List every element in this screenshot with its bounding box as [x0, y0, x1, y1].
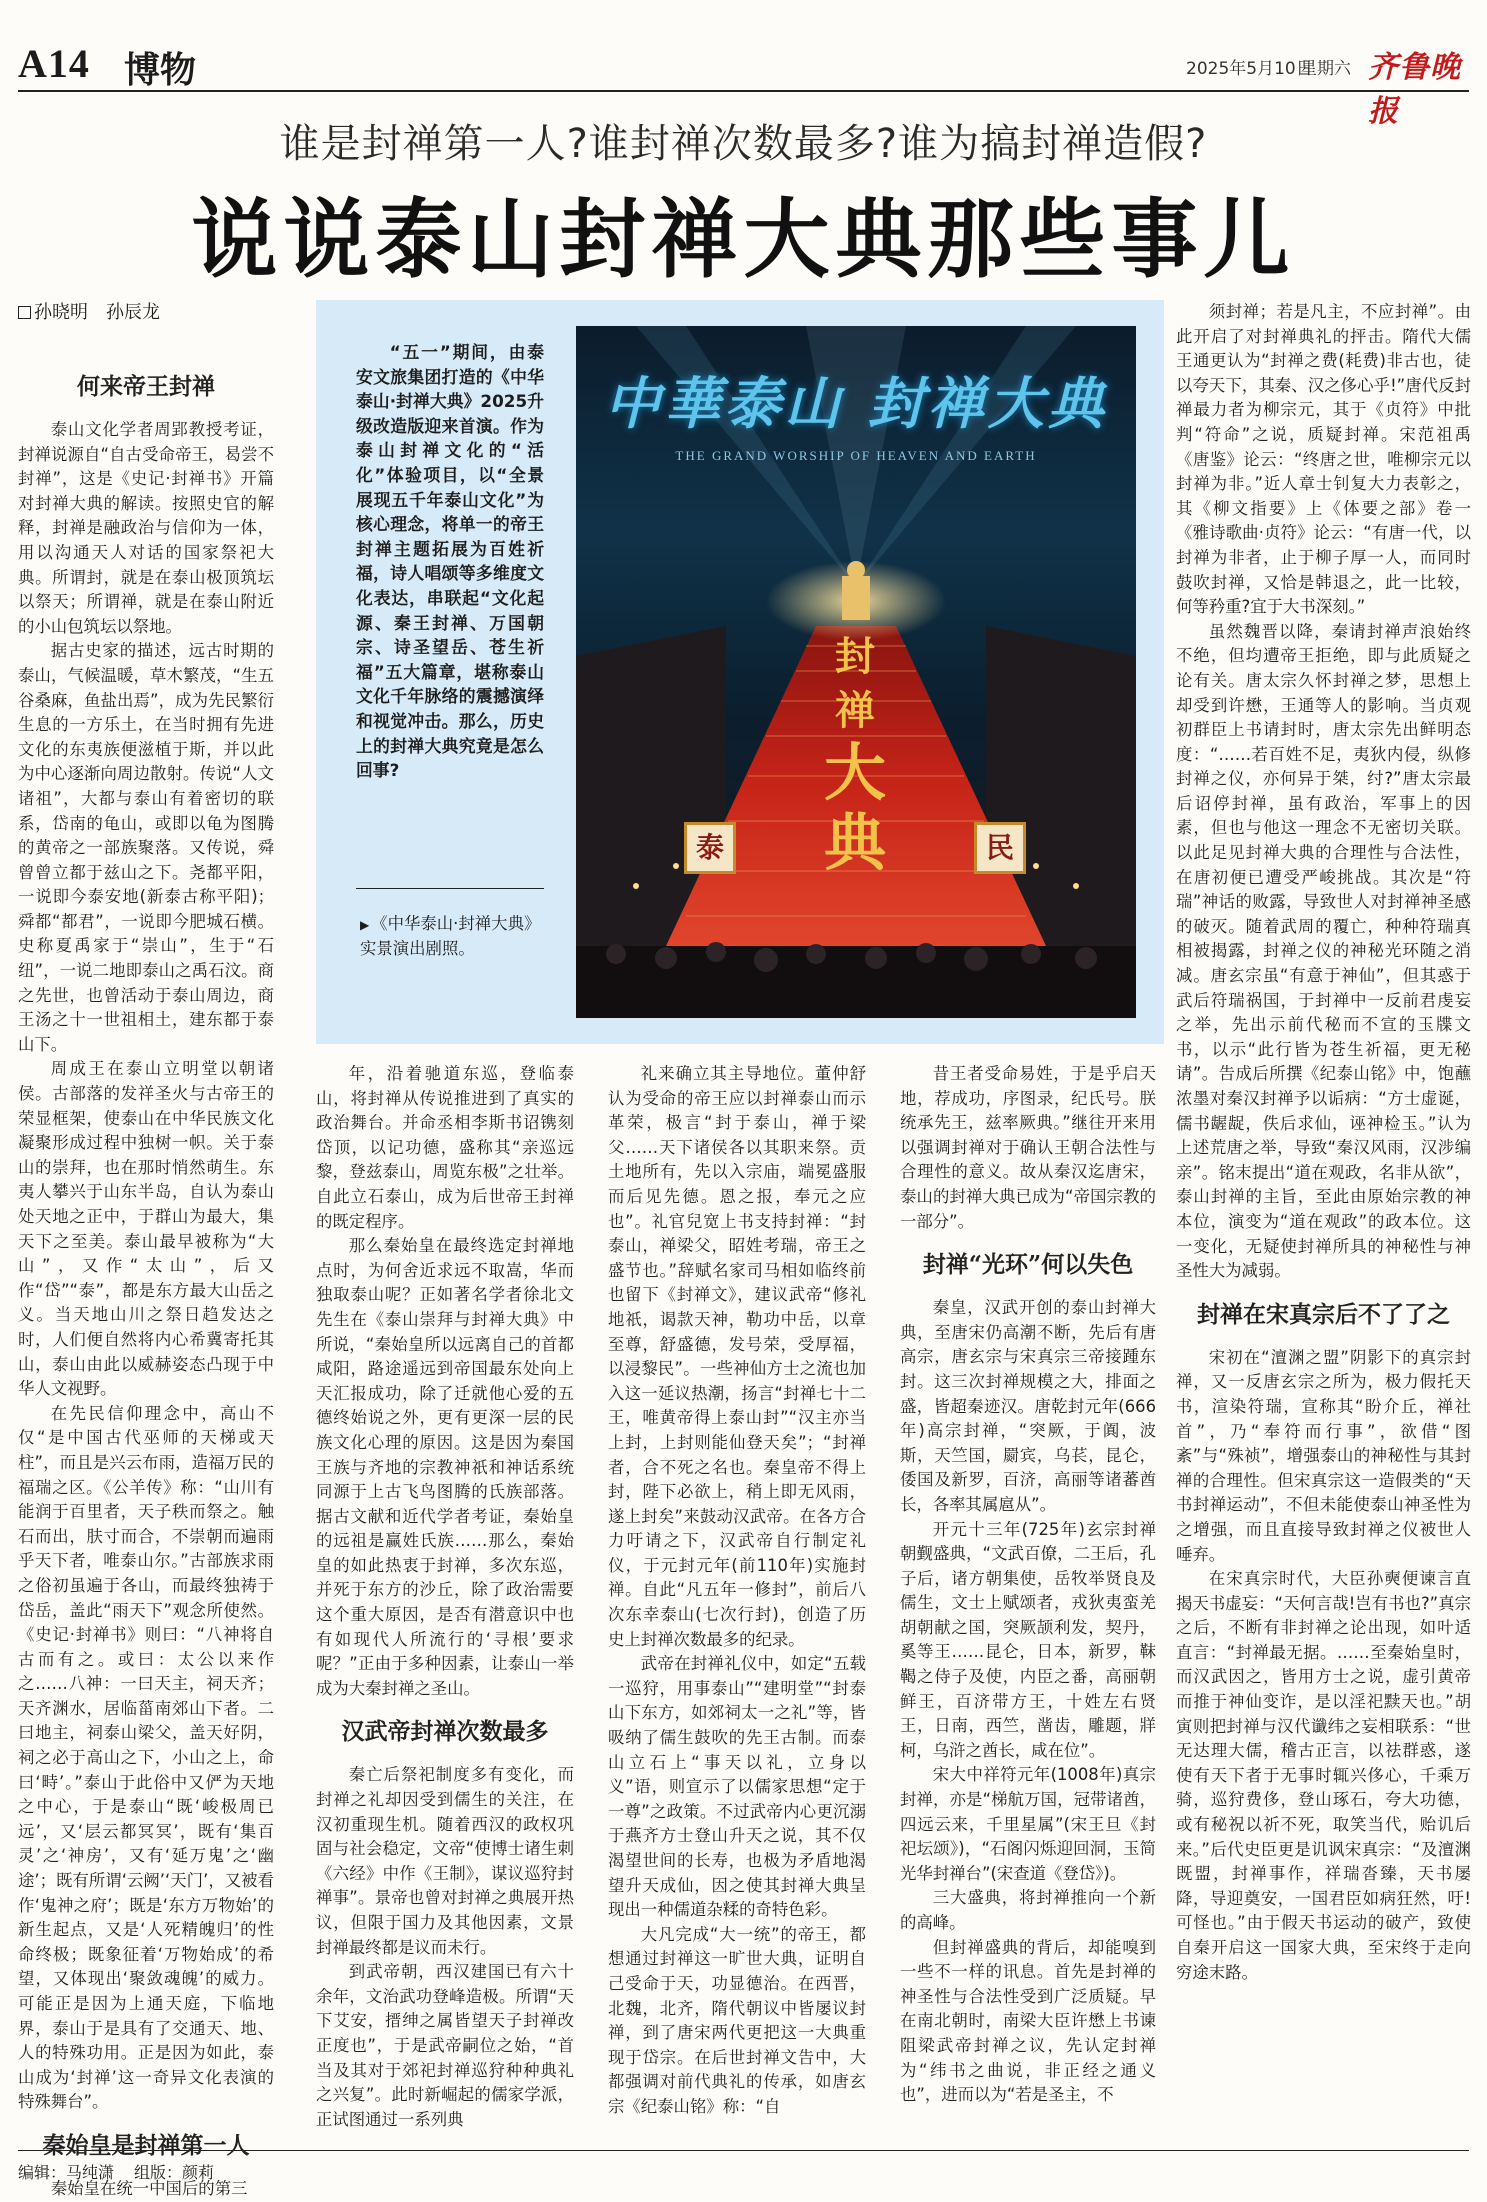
article-column-4 [900, 1062, 1156, 2146]
photo-subtitle-text: THE GRAND WORSHIP OF HEAVEN AND EARTH [675, 448, 1037, 463]
page-footer [18, 2160, 214, 2183]
footer-editor: 编辑：马纯潇 [18, 2163, 115, 2182]
footer-divider [18, 2150, 1469, 2151]
intro-text [356, 340, 544, 783]
article-column-3 [608, 1062, 866, 2146]
photo-title-text: 中華泰山 封禅大典 [604, 371, 1108, 437]
newspaper-logo: 齐鲁晚报 [1368, 50, 1461, 129]
paragraph: 昔王者受命易姓，于是乎启天地，荐成功，序图录，纪氏号。朕统承先王，兹率厥典。”继往开来用以强调封禅对于确认王朝合法性与合理性的意义。故从秦汉迄唐宋，泰山的封禅大典已成为“帝国宗教的一部分”。 [900, 1064, 1156, 1231]
masthead [18, 36, 1469, 129]
stair-banner [820, 630, 890, 878]
right-lantern: 民 [974, 822, 1026, 874]
article-column-5 [1176, 300, 1471, 2146]
article-column-2 [316, 1062, 574, 2146]
caption-arrow-icon: ▶ [360, 918, 370, 932]
paragraph: 秦亡后祭祀制度多有变化，而封禅之礼却因受到儒生的关注，在汉初重现生机。随着西汉的政权巩固与社会稳定，文帝“使博士诸生刺《六经》中作《王制》，谋议巡狩封禅事”。景帝也曾对封禅之典展开热议，但限于国力及其他因素，文景封禅最终都是议而未行。 [316, 1765, 574, 1957]
photo-caption [360, 912, 540, 961]
banner-char: 封 [835, 633, 875, 680]
paragraph: 开元十三年(725年)玄宗封禅朝觐盛典，“文武百僚，二王后，孔子后，诸方朝集使，岳牧举贤良及儒生，文士上赋颂者，戎狄夷蛮羌胡朝献之国，突厥颉利发，契丹，奚等王……昆仑，日本，新罗，靺鞨之侍子及使，内臣之番，高丽朝鲜王，百济带方王，十姓左右贤王，日南，西竺，凿齿，雕题，牂柯，乌浒之酋长，咸在位”。 [900, 1519, 1156, 1760]
byline-authors: 孙晓明 孙辰龙 [34, 302, 160, 323]
paragraph: 但封禅盛典的背后，却能嗅到一些不一样的讯息。首先是封禅的神圣性与合法性受到广泛质疑。早在南北朝时，南梁大臣许懋上书谏阻梁武帝封禅之议，先认定封禅为“纬书之曲说，非正经之通义也”，进而以为“若是圣主，不 [900, 1937, 1156, 2105]
statue-head [847, 561, 865, 579]
issue-date: 2025年5月10日 [1186, 59, 1313, 79]
paragraph: 那么秦始皇在最终选定封禅地点时，为何舍近求远不取嵩，华而独取泰山呢？正如著名学者徐北文先生在《泰山崇拜与封禅大典》中所说，“秦始皇所以远离自己的首都咸阳，路途遥远到帝国最东处向上天汇报成功，除了迁就他心爱的五德终始说之外，更有更深一层的民族文化心理的原因。这是因为秦国王族与齐地的宗教神祇和神话系统同源于上古飞鸟图腾的氏族部落。据古文献和近代学者考证，秦始皇的远祖是赢姓氏族……那么，秦始皇的如此热衷于封禅，多次东巡，并死于东方的沙丘，除了政治需要这个重大原因，是否有潜意识中也有如现代人所流行的‘寻根’要求呢？”正由于多种因素，让泰山一举成为大秦封禅之圣山。 [316, 1236, 574, 1698]
paragraph: 武帝在封禅礼仪中，如定“五载一巡狩，用事泰山”“建明堂”“封泰山下东方，如郊祠太一之礼”等，皆吸纳了儒生鼓吹的先王古制。而泰山立石上“事天以礼，立身以义”语，则宣示了以儒家思想“定于一尊”之政策。不过武帝内心更沉溺于燕齐方士登山升天之说，其不仅渴望世间的长寿，也极为矛盾地渴望升天成仙，因之使其封禅大典呈现出一种儒道杂糅的奇特色彩。 [608, 1654, 866, 1920]
subheading: 封禅在宋真宗后不了了之 [1197, 1300, 1450, 1328]
stage-photo [576, 326, 1136, 1018]
paragraph: 礼来确立其主导地位。董仲舒认为受命的帝王应以封禅泰山而示革荣，极言“封于泰山，禅于梁父……天下诸侯各以其职来祭。贡土地所有，先以入宗庙，端冕盛服而后见先德。恩之报，奉元之应也”。礼官兒宽上书支持封禅：“封泰山，禅梁父，昭姓考瑞，帝王之盛节也。”辞赋名家司马相如临终前也留下《封禅文》，建议武帝“修礼地祇，谒款天神，勒功中岳，以章至尊，舒盛德，发号荣，受厚福，以浸黎民”。一些神仙方士之流也加入这一延议热潮，扬言“封禅七十二王，唯黄帝得上泰山封”“汉主亦当上封，上封则能仙登天矣”；“封禅者，合不死之名也。秦皇帝不得上封，陛下必欲上，稍上即无风雨，遂上封矣”来鼓动汉武帝。在各方合力吁请之下，汉武帝自行制定礼仪，于元封元年(前110年)实施封禅。自此“凡五年一修封”，前后八次东幸泰山(七次行封)，创造了历史上封禅次数最多的纪录。 [608, 1064, 866, 1649]
subheading: 秦始皇是封禅第一人 [42, 2131, 250, 2159]
article-headline: 说说泰山封禅大典那些事儿 [191, 189, 1296, 290]
intro-paragraph: “五一”期间，由泰安文旅集团打造的《中华泰山·封禅大典》2025升级改造版迎来首演。作为泰山封禅文化的“活化”体验项目，以“全景展现五千年泰山文化”为核心理念，将单一的帝王封禅主题拓展为百姓祈福，诗人唱颂等多维度文化表达，串联起“文化起源、秦王封禅、万国朝宗、诗圣望岳、苍生祈福”五大篇章，堪称泰山文化千年脉络的震撼演绎和视觉冲击。那么，历史上的封禅大典究竟是怎么回事? [356, 342, 544, 781]
subheading: 封禅“光环”何以失色 [922, 1251, 1134, 1279]
paragraph: 大凡完成“大一统”的帝王，都想通过封禅这一旷世大典，证明自己受命于天，功显德治。在西晋，北魏，北齐，隋代朝议中皆屡议封禅，到了唐宋两代更把这一大典重现于岱宗。在后世封禅文告中，大都强调对前代典礼的传承，如唐玄宗《纪泰山铭》称：“自 [608, 1924, 866, 2116]
article-byline [18, 298, 160, 324]
footer-layout: 组版：颜莉 [134, 2163, 215, 2182]
paragraph: 在先民信仰理念中，高山不仅“是中国古代巫师的天梯或天柱”，而且是兴云布雨，造福万民的福瑞之区。《公羊传》称：“山川有能润于百里者，天子秩而祭之。触石而出，肤寸而合，不崇朝而遍雨乎天下者，唯泰山尔。”古部族求雨之俗初虽遍于各山，而最终独祷于岱岳，盖此“雨天下”观念所使然。《史记·封禅书》则曰：“八神将自古而有之。或曰：太公以来作之……八神：一曰天主，祠天齐；天齐渊水，居临菑南郊山下者。二曰地主，祠泰山梁父，盖天好阴，祠之必于高山之下，小山之上，命曰‘畤’。”泰山于此俗中又俨为天地之中心，于是泰山“既‘峻极周已远’，又‘层云都冥冥’，既有‘集百灵’之‘神房’，又有‘延万鬼’之‘幽途’；既有所谓‘云阙’‘天门’，又被看作‘鬼神之府’；既是‘东方万物始’的新生起点，又是‘人死精魄归’的性命终极；既象征着‘万物始成’的希望，又体现出‘聚敛魂魄’的威力。可能正是因为上通天庭，下临地界，泰山于是具有了交通天、地、人的特殊功用。正是因为如此，泰山成为‘封禅’这一奇异文化表演的特殊舞台”。 [18, 1403, 274, 2112]
banner-char: 禅 [835, 687, 875, 734]
statue [842, 576, 870, 620]
paragraph: 宋大中祥符元年(1008年)真宗封禅，亦是“梯航万国，冠带诸酋，四远云来，千里星属”(宋王旦《封祀坛颂》)，“石阁闪烁迎回洞，玉简光华封禅台”(宋查道《登岱》)。 [900, 1765, 1156, 1883]
paragraph: 年，沿着驰道东巡，登临泰山，将封禅从传说推进到了真实的政治舞台。并命丞相李斯书诏镌刻岱顶，以记功德，盛称其“亲巡远黎，登兹泰山，周览东极”之壮举。自此立石泰山，成为后世帝王封禅的既定程序。 [316, 1064, 574, 1231]
banner-char: 典 [823, 806, 886, 879]
paragraph: 宋初在“澶渊之盟”阴影下的真宗封禅，又一反唐玄宗之所为，极力假托天书，渲染符瑞，宣称其“盼介丘，禅社首”，乃“奉符而行事”，欲借“图紊”与“殊祯”，增强泰山的神秘性与其封禅的合理性。但宋真宗这一造假类的“天书封禅运动”，不但未能使泰山神圣性为之增强，而且直接导致封禅之仪被世人唾弃。 [1176, 1347, 1471, 1564]
issue-weekday: 星期六 [1300, 59, 1351, 79]
paragraph: 三大盛典，将封禅推向一个新的高峰。 [900, 1888, 1156, 1932]
paragraph: 到武帝朝，西汉建国已有六十余年，文治武功登峰造极。所谓“天下艾安，搢绅之属皆望天子封禅改正度也”，于是武帝嗣位之始，“首当及其对于郊祀封禅巡狩种种典礼之兴复”。此时新崛起的儒家学派，正试图通过一系列典 [316, 1962, 574, 2129]
caption-divider [356, 888, 544, 889]
byline-box-icon [18, 306, 31, 319]
article-kicker: 谁是封禅第一人?谁封禅次数最多?谁为搞封禅造假? [279, 121, 1208, 167]
paragraph: 在宋真宗时代，大臣孙奭便谏言直揭天书虚妄：“天何言哉!岂有书也?”真宗之后，不断有非封禅之论出现，如叶适直言：“封禅最无据。……至秦始皇时，而汉武因之，皆用方士之说，虚引黄帝而推于神仙变诈，是以淫祀黩天也。”胡寅则把封禅与汉代谶纬之妄相联系：“世无达理大儒，稽古正言，以祛群惑，遂使有天下者于无事时辄兴侈心，千乘万骑，巡狩费侈，登山琢石，夸大功德，或有秘祝以祈不死，取笑当代，贻讥后来。”后代史臣更是讥讽宋真宗：“及澶渊既盟，封禅事作，祥瑞沓臻，天书屡降，导迎奠安，一国君臣如病狂然，吁!可怪也。”由于假天书运动的破产，致使自秦开启这一国家大典，至宋终于走向穷途末路。 [1176, 1569, 1471, 1982]
paragraph: 据古史家的描述，远古时期的泰山，气候温暖，草木繁茂，“生五谷桑麻，鱼盐出焉”，成为先民繁衍生息的一方乐土，在当时拥有先进文化的东夷族便滋植于斯，并以此为中心逐渐向周边散射。传说“人文诸祖”，大都与泰山有着密切的联系，岱南的龟山，或即以龟为图腾的黄帝之一部族聚落。又传说，舜曾曾立都于兹山之下。尧都平阳，一说即今泰安地(新泰古称平阳)；舜都“都君”，一说即今肥城石横。史称夏禹家于“崇山”，生于“石纽”，一说二地即泰山之禹石汶。商之先世，也曾活动于泰山周边，商王汤之十一世祖相土，建东都于泰山下。 [18, 641, 274, 1054]
paragraph: 须封禅；若是凡主，不应封禅”。由此开启了对封禅典礼的抨击。隋代大儒王通更认为“封禅之费(耗费)非古也，徒以夸天下，其秦、汉之侈心乎!”唐代反封禅最力者为柳宗元，其于《贞符》中批判“符命”之说，质疑封禅。宋范祖禹《唐鉴》论云：“终唐之世，唯柳宗元以封禅为非。”近人章士钊复大力表彰之，其《柳文指要》上《体要之部》卷一《雅诗歌曲·贞符》论云：“有唐一代，以封禅为非者，止于柳子厚一人，而同时鼓吹封禅，又恰是韩退之，此一比较，何等矜重?宜于大书深刻。” [1176, 302, 1471, 617]
left-lantern: 泰 [684, 822, 736, 874]
paragraph: 秦皇，汉武开创的泰山封禅大典，至唐宋仍高潮不断，先后有唐高宗，唐玄宗与宋真宗三帝接踵东封。这三次封禅规模之大，排面之盛，皆超秦迹汉。唐乾封元年(666年)高宗封禅，“突厥，于阗，波斯，天竺国，罽宾，乌苌，昆仑，倭国及新罗，百济，高丽等诸蕃酋长，各率其属扈从”。 [900, 1298, 1156, 1514]
subheading: 汉武帝封禅次数最多 [341, 1718, 549, 1746]
paragraph: 虽然魏晋以降，秦请封禅声浪始终不绝，但均遭帝王拒绝，即与此质疑之论有关。唐太宗久怀封禅之梦，思想上却受到许懋，王通等人的影响。当贞观初群臣上书请封时，唐太宗先出鲜明态度：“……若百姓不足，夷狄内侵，纵修封禅之仪，亦何异于桀，纣?”唐太宗最后诏停封禅，虽有政治，军事上的因素，但也与他这一理念不无密切关联。以此足见封禅大典的合理性与合法性，在唐初便已遭受严峻挑战。其次是“符瑞”神话的败露，导致世人对封禅神圣感的破灭。随着武周的覆亡，种种符瑞真相被揭露，封禅之仪的神秘光环随之消减。唐玄宗虽“有意于神仙”，但其惑于武后符瑞祸国，于封禅中一反前君虔妄之举，先出示前代秘而不宣的玉牒文书，以示“此行皆为苍生祈福，更无秘请”。告成后所撰《纪泰山铭》中，饱蘸浓墨对秦汉封禅予以诟病：“方士虚诞，儒书龌龊，佚后求仙，诬神检玉。”认为上述荒唐之举，导致“秦汉风雨，汉涉编亲”。铭末提出“道在观政，名非从欲”，泰山封禅的主旨，至此由原始宗教的神本位，演变为“道在观政”的政本位。这一变化，无疑使封禅所具的神秘性与神圣性大为减弱。 [1176, 621, 1471, 1281]
paragraph: 泰山文化学者周郢教授考证，封禅说源自“自古受命帝王，曷尝不封禅”，这是《史记·封禅书》开篇对封禅大典的解读。按照史官的解释，封禅是融政治与信仰为一体，用以沟通天人对话的国家祭祀大典。所谓封，就是在泰山极顶筑坛以祭天；所谓禅，就是在泰山附近的小山包筑坛以祭地。 [18, 420, 274, 636]
subheading: 何来帝王封禅 [77, 373, 215, 400]
intro-box [316, 300, 1164, 1044]
page-number: A14 [18, 41, 90, 86]
paragraph: 秦始皇在统一中国后的第三 [50, 2178, 248, 2198]
paragraph: 周成王在泰山立明堂以朝诸侯。古部落的发祥圣火与古帝王的荣显框架，使泰山在中华民族文化凝聚形成过程中独树一帜。关于泰山的崇拜，也在那时悄然萌生。东夷人攀兴于山东半岛，自认为泰山处天地之正中，于群山为最大，集天下之至美。泰山最早被称为“大山”，又作“太山”，后又作“岱”“泰”，都是东方最大山岳之义。当天地山川之祭日趋发达之时，人们便自然将内心希冀寄托其山，泰山由此以威赫姿态凸现于中华人文视野。 [18, 1059, 274, 1399]
section-name: 博物 [124, 49, 197, 91]
banner-char: 大 [823, 736, 886, 809]
caption-text: 《中华泰山·封禅大典》实景演出剧照。 [360, 914, 533, 958]
